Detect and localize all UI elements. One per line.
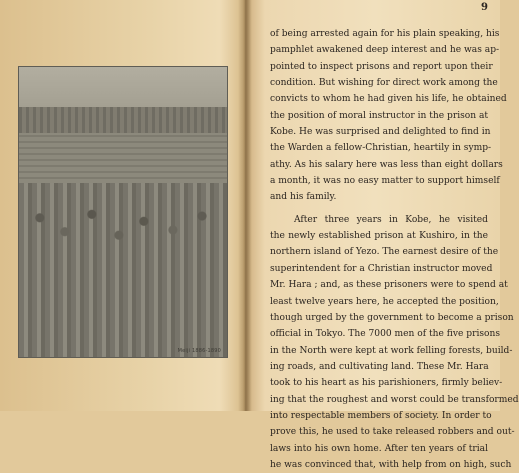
text-line: After three years in Kobe, he visited: [294, 214, 488, 225]
text-line: and his family.: [270, 192, 337, 203]
photo-caption: Meiji 1886-1890: [177, 348, 221, 354]
text-line: superintendent for a Christian instructor moved: [270, 263, 493, 274]
photo-building-roof: [19, 107, 227, 133]
text-line: took to his heart as his parishioners, firmly believ-: [270, 378, 503, 389]
text-line: of being arrested again for his plain speaking, his: [270, 29, 500, 39]
photo-sky: [19, 67, 227, 107]
text-line: ing roads, and cultivating land. These Mr. Hara: [270, 361, 489, 372]
page-number: 9: [481, 2, 488, 13]
text-line: pointed to inspect prisons and report upon their: [270, 61, 493, 72]
text-line: a month, it was no easy matter to support himself: [270, 176, 500, 187]
text-line: northern island of Yezo. The earnest desire of the: [270, 247, 499, 258]
text-line: athy. As his salary here was less than eight dollars: [270, 159, 503, 170]
text-line: convicts to whom he had given his life, he obtained: [270, 94, 507, 105]
text-line: ing that the roughest and worst could be transformed: [270, 394, 519, 405]
text-line: he was convinced that, with help from on high, such: [270, 459, 512, 470]
text-line: the Warden a fellow-Christian, heartily in symp-: [270, 143, 492, 154]
text-line: condition. But wishing for direct work among the: [270, 78, 498, 89]
text-line: in the North were kept at work felling forests, build-: [270, 345, 513, 356]
photo-crowd-of-prisoners: [19, 183, 227, 357]
text-line: into respectable members of society. In order to: [270, 410, 492, 421]
photo-building-wall: [19, 133, 227, 183]
prisoners-photograph: [18, 66, 228, 358]
right-page: [246, 0, 519, 470]
left-page: [0, 0, 243, 411]
text-line: Kobe. He was surprised and delighted to find in: [270, 127, 491, 138]
text-line: laws into his own home. After ten years of trial: [270, 443, 488, 454]
text-line: pamphlet awakened deep interest and he was ap-: [270, 45, 500, 56]
text-line: though urged by the government to become a prison: [270, 312, 514, 323]
text-line: least twelve years here, he accepted the position,: [270, 296, 499, 307]
text-line: the newly established prison at Kushiro, in the: [270, 231, 488, 242]
text-line: prove this, he used to take released robbers and out-: [270, 427, 515, 438]
text-line: official in Tokyo. The 7000 men of the five prisons: [270, 329, 501, 340]
text-line: Mr. Hara ; and, as these prisoners were to spend at: [270, 280, 508, 291]
text-line: the position of moral instructor in the prison at: [270, 110, 489, 121]
page-body-text: [270, 26, 519, 473]
